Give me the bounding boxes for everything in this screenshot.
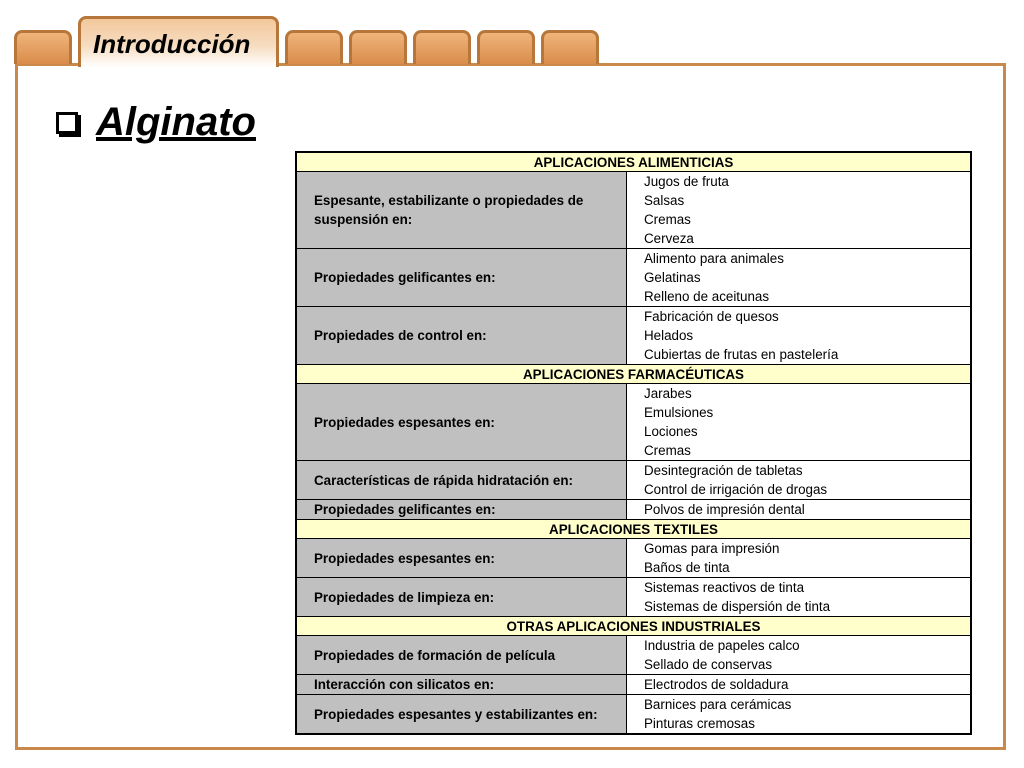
table-row xyxy=(296,461,971,500)
items-cell xyxy=(627,500,972,520)
table-row xyxy=(296,307,971,365)
table-row xyxy=(296,695,971,735)
items-cell xyxy=(627,307,972,365)
tab-introduccion-label: Introducción xyxy=(93,29,251,59)
list-item: Gomas para impresión xyxy=(644,541,780,556)
section-header: APLICACIONES FARMACÉUTICAS xyxy=(296,365,971,384)
list-item: Relleno de aceitunas xyxy=(644,289,770,304)
items-cell xyxy=(627,249,972,307)
items-cell xyxy=(627,172,972,249)
section-row xyxy=(296,520,971,539)
list-item: Fabricación de quesos xyxy=(644,309,779,324)
table-row xyxy=(296,249,971,307)
list-item: Polvos de impresión dental xyxy=(644,502,805,517)
list-item: Salsas xyxy=(644,193,685,208)
section-row xyxy=(296,365,971,384)
section-header: APLICACIONES TEXTILES xyxy=(296,520,971,539)
list-item: Desintegración de tabletas xyxy=(644,463,803,478)
tab-0[interactable] xyxy=(14,30,72,64)
tab-introduccion[interactable] xyxy=(78,16,279,67)
list-item: Sellado de conservas xyxy=(644,657,773,672)
list-item: Sistemas de dispersión de tinta xyxy=(644,599,831,614)
tab-3[interactable] xyxy=(349,30,407,64)
table-row xyxy=(296,578,971,617)
property-cell: Propiedades gelificantes en: xyxy=(296,249,627,307)
list-item: Alimento para animales xyxy=(644,251,784,266)
property-cell: Propiedades espesantes en: xyxy=(296,539,627,578)
table-row xyxy=(296,636,971,675)
table-row xyxy=(296,500,971,520)
list-item: Cremas xyxy=(644,212,691,227)
property-cell: Propiedades de control en: xyxy=(296,307,627,365)
items-cell xyxy=(627,675,972,695)
property-cell: Propiedades espesantes y estabilizantes en: xyxy=(296,695,627,735)
property-cell: Interacción con silicatos en: xyxy=(296,675,627,695)
list-item: Baños de tinta xyxy=(644,560,730,575)
items-cell xyxy=(627,461,972,500)
list-item: Jarabes xyxy=(644,386,692,401)
property-cell: Características de rápida hidratación en: xyxy=(296,461,627,500)
property-cell: Propiedades de formación de película xyxy=(296,636,627,675)
tab-2[interactable] xyxy=(285,30,343,64)
list-item: Sistemas reactivos de tinta xyxy=(644,580,805,595)
items-cell xyxy=(627,384,972,461)
property-cell: Propiedades gelificantes en: xyxy=(296,500,627,520)
tab-4[interactable] xyxy=(413,30,471,64)
table-row xyxy=(296,675,971,695)
list-item: Control de irrigación de drogas xyxy=(644,482,828,497)
section-row xyxy=(296,617,971,636)
slide-heading xyxy=(56,100,256,145)
list-item: Lociones xyxy=(644,424,698,439)
table-row xyxy=(296,384,971,461)
tab-5[interactable] xyxy=(477,30,535,64)
property-cell: Propiedades espesantes en: xyxy=(296,384,627,461)
list-item: Gelatinas xyxy=(644,270,701,285)
items-cell xyxy=(627,636,972,675)
slide-title: Alginato xyxy=(96,100,256,144)
items-cell xyxy=(627,695,972,735)
list-item: Cubiertas de frutas en pastelería xyxy=(644,347,839,362)
list-item: Jugos de fruta xyxy=(644,174,729,189)
section-row xyxy=(296,152,971,172)
table-row xyxy=(296,172,971,249)
section-header: APLICACIONES ALIMENTICIAS xyxy=(296,152,971,172)
table-row xyxy=(296,539,971,578)
items-cell xyxy=(627,539,972,578)
list-item: Cerveza xyxy=(644,231,694,246)
items-cell xyxy=(627,578,972,617)
list-item: Industria de papeles calco xyxy=(644,638,800,653)
list-item: Cremas xyxy=(644,443,691,458)
list-item: Helados xyxy=(644,328,694,343)
list-item: Emulsiones xyxy=(644,405,714,420)
list-item: Pinturas cremosas xyxy=(644,716,755,731)
property-cell: Espesante, estabilizante o propiedades de suspensión en: xyxy=(296,172,627,249)
checkbox-bullet-icon xyxy=(56,112,78,134)
property-cell: Propiedades de limpieza en: xyxy=(296,578,627,617)
list-item: Electrodos de soldadura xyxy=(644,677,789,692)
list-item: Barnices para cerámicas xyxy=(644,697,792,712)
tab-6[interactable] xyxy=(541,30,599,64)
alginate-applications-table xyxy=(295,151,972,735)
section-header: OTRAS APLICACIONES INDUSTRIALES xyxy=(296,617,971,636)
